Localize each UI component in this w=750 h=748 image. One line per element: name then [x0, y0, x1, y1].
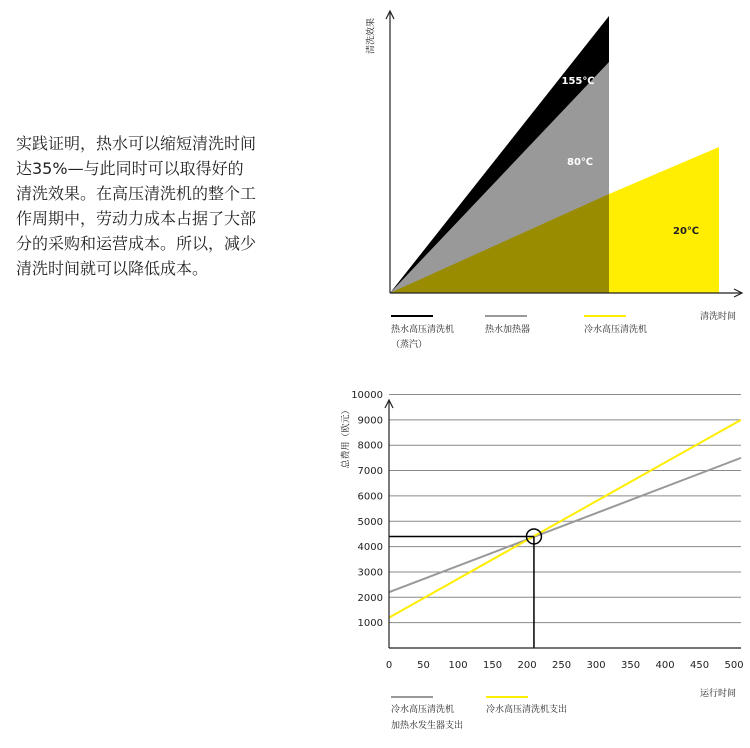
legend-label-heater: 热水加热器 [485, 325, 531, 335]
y-tick-label: 9000 [357, 415, 383, 427]
cost-x-tick-labels [386, 660, 744, 671]
label-155: 155℃ [561, 76, 595, 87]
y-tick-label: 10000 [351, 390, 383, 401]
label-20: 20℃ [672, 226, 700, 237]
paragraph-line: 分的采购和运营成本。所以，减少 [16, 234, 257, 253]
x-tick-label: 300 [586, 660, 606, 671]
x-tick-label: 100 [448, 660, 468, 671]
legend-label-hot-2: （蒸汽） [391, 340, 428, 350]
paragraph-line: 实践证明，热水可以缩短清洗时间 [16, 134, 257, 153]
paragraph-line: 清洗效果。在高压清洗机的整个工 [16, 184, 257, 203]
cost-chart [340, 390, 744, 731]
area-20-yellow [609, 147, 719, 293]
y-tick-label: 5000 [357, 516, 383, 528]
paragraph-line: 达35%—与此同时可以取得好的 [16, 159, 244, 178]
y-tick-label: 1000 [357, 618, 383, 630]
label-80: 80℃ [566, 157, 594, 168]
cost-legend-label-grey: 冷水高压清洗机 [391, 705, 455, 715]
x-tick-label: 250 [552, 660, 572, 671]
cost-legend-label-yellow: 冷水高压清洗机支出 [486, 705, 568, 715]
legend-label-hot: 热水高压清洗机 [391, 325, 455, 335]
y-axis-label: 清洗效果 [366, 17, 377, 55]
y-tick-label: 8000 [357, 440, 383, 452]
x-tick-label: 150 [482, 660, 503, 671]
paragraph-line: 作周期中，劳动力成本占据了大部 [16, 209, 257, 228]
cost-y-axis-label: 总费用（欧元） [341, 405, 352, 469]
cost-series-lines [389, 420, 741, 618]
paragraph-line: 清洗时间就可以降低成本。 [16, 259, 209, 278]
cost-x-axis-label: 运行时间 [699, 689, 736, 699]
x-tick-label: 450 [690, 660, 710, 671]
y-tick-label: 2000 [357, 592, 383, 604]
y-tick-label: 7000 [357, 466, 383, 478]
legend-label-cold: 冷水高压清洗机 [584, 325, 648, 335]
x-tick-label: 200 [517, 660, 537, 671]
cost-y-tick-labels [351, 390, 383, 629]
x-tick-label: 350 [621, 660, 641, 671]
cost-legend-label-grey-2: 加热水发生器支出 [391, 721, 464, 731]
y-tick-label: 4000 [357, 542, 383, 554]
x-tick-label: 500 [724, 660, 744, 671]
x-tick-label: 50 [417, 660, 430, 671]
x-tick-label: 0 [385, 660, 393, 671]
x-tick-label: 400 [655, 660, 675, 671]
series-line [389, 420, 741, 618]
x-axis-label: 清洗时间 [699, 312, 736, 322]
y-tick-label: 3000 [357, 567, 383, 579]
y-tick-label: 6000 [357, 491, 383, 503]
effect-chart [365, 11, 743, 350]
